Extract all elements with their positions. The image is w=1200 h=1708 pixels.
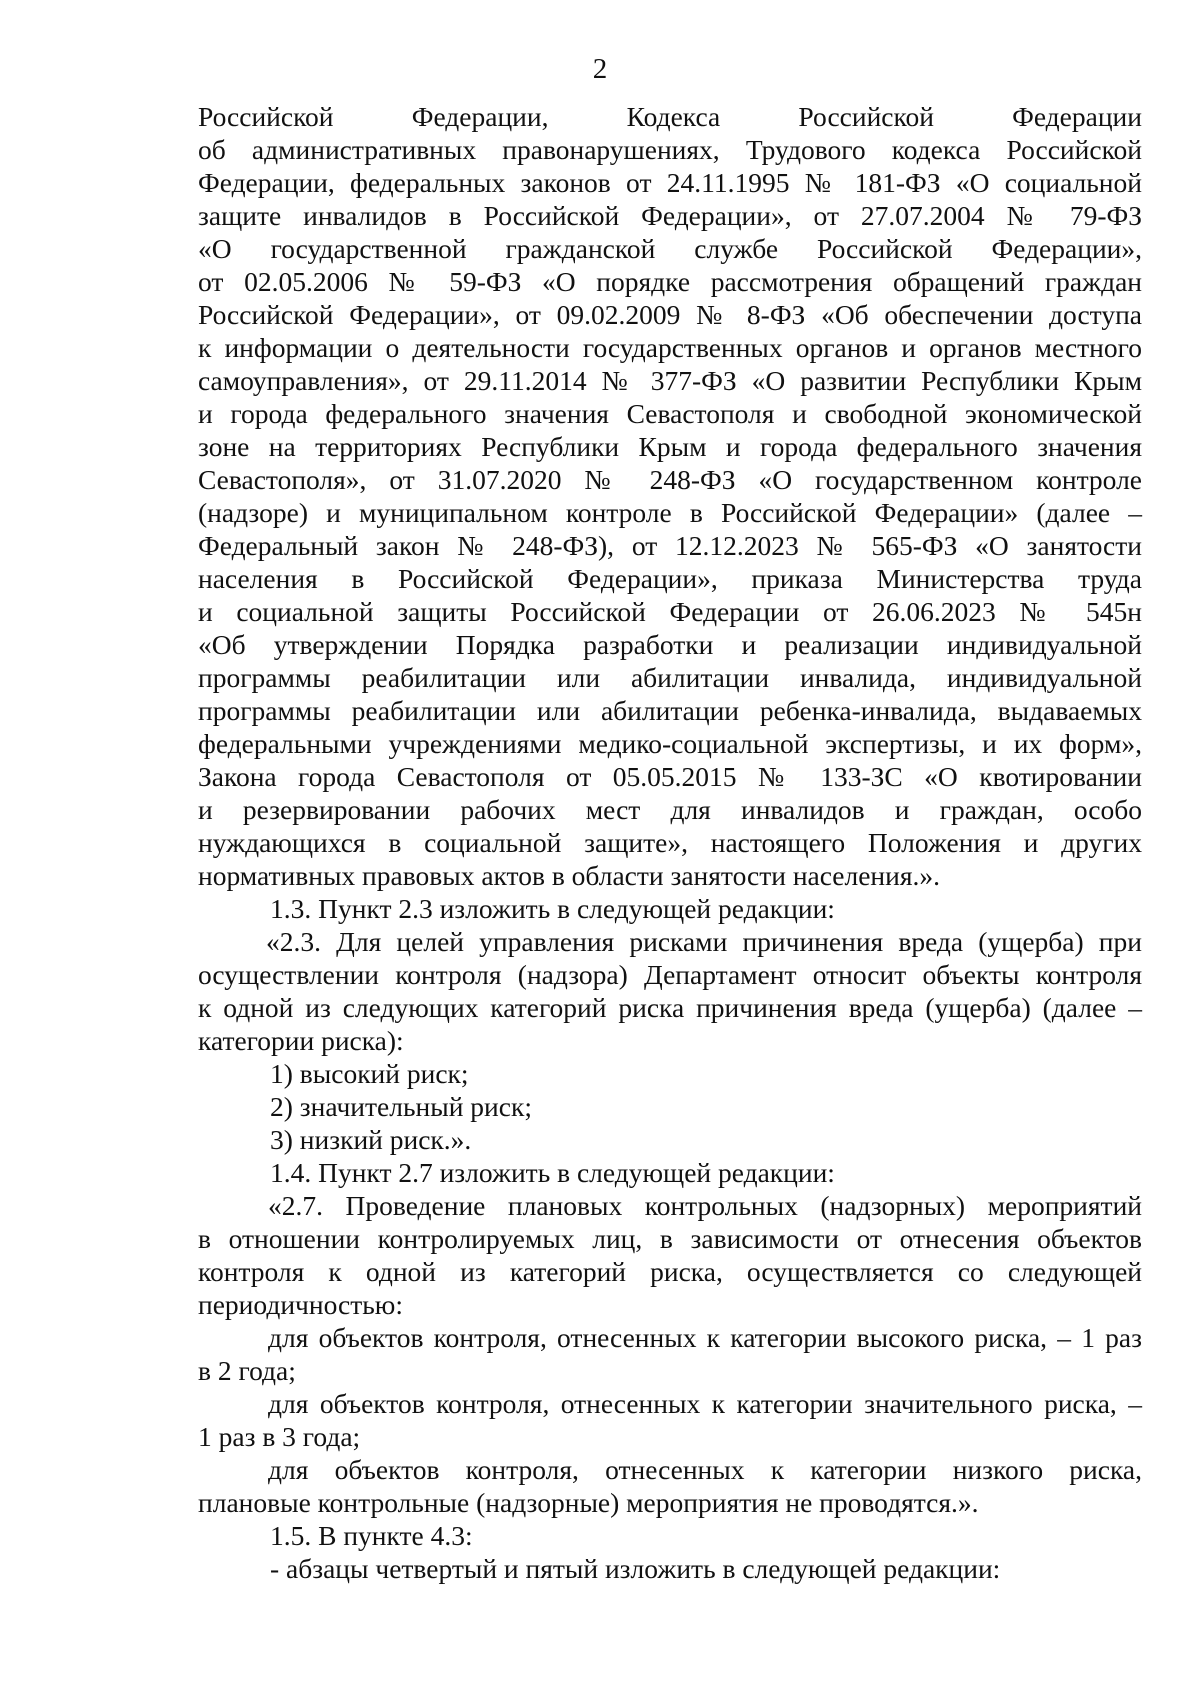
- text-line: периодичностью:: [198, 1289, 403, 1320]
- text-line: Российской Федерации, Кодекса Российской Федерации: [198, 101, 1142, 132]
- text-line: 2) значительный риск;: [270, 1091, 532, 1122]
- text-line: для объектов контроля, отнесенных к категории высокого риска, – 1 раз: [268, 1322, 1142, 1353]
- text-line: (надзоре) и муниципальном контроле в Российской Федерации» (далее –: [198, 497, 1142, 528]
- text-line: самоуправления», от 29.11.2014 № 377-ФЗ «О развитии Республики Крым: [198, 365, 1142, 396]
- text-line: от 02.05.2006 № 59-ФЗ «О порядке рассмотрения обращений граждан: [198, 266, 1142, 297]
- text-line: Севастополя», от 31.07.2020 № 248-ФЗ «О государственном контроле: [198, 464, 1142, 495]
- text-line: Федерации, федеральных законов от 24.11.1995 № 181-ФЗ «О социальной: [198, 167, 1142, 198]
- text-line: осуществлении контроля (надзора) Департамент относит объекты контроля: [198, 959, 1142, 990]
- text-line: программы реабилитации или абилитации ребенка-инвалида, выдаваемых: [198, 695, 1142, 726]
- text-line: 1) высокий риск;: [270, 1058, 469, 1089]
- text-line: 1.3. Пункт 2.3 изложить в следующей редакции:: [270, 893, 835, 924]
- text-line: федеральными учреждениями медико-социальной экспертизы, и их форм»,: [198, 728, 1142, 759]
- text-line: «Об утверждении Порядка разработки и реализации индивидуальной: [198, 629, 1142, 660]
- text-line: к одной из следующих категорий риска причинения вреда (ущерба) (далее –: [198, 992, 1142, 1023]
- text-line: контроля к одной из категорий риска, осуществляется со следующей: [198, 1256, 1142, 1287]
- text-line: «2.7. Проведение плановых контрольных (надзорных) мероприятий: [268, 1190, 1142, 1221]
- text-line: «О государственной гражданской службе Российской Федерации»,: [198, 233, 1142, 264]
- text-line: «2.3. Для целей управления рисками причинения вреда (ущерба) при: [266, 926, 1142, 957]
- text-line: в отношении контролируемых лиц, в зависимости от отнесения объектов: [198, 1223, 1142, 1254]
- page-number: 2: [592, 53, 608, 85]
- text-line: плановые контрольные (надзорные) мероприятия не проводятся.».: [198, 1487, 979, 1518]
- text-line: к информации о деятельности государственных органов и органов местного: [198, 332, 1142, 363]
- text-line: защите инвалидов в Российской Федерации», от 27.07.2004 № 79-ФЗ: [198, 200, 1142, 231]
- text-line: программы реабилитации или абилитации инвалида, индивидуальной: [198, 662, 1142, 693]
- text-line: 1.5. В пункте 4.3:: [270, 1520, 473, 1551]
- text-line: и города федерального значения Севастополя и свободной экономической: [198, 398, 1142, 429]
- document-body: [198, 100, 1142, 1585]
- text-line: и резервировании рабочих мест для инвалидов и граждан, особо: [198, 794, 1142, 825]
- text-line: зоне на территориях Республики Крым и города федерального значения: [198, 431, 1142, 462]
- text-line: населения в Российской Федерации», приказа Министерства труда: [198, 563, 1142, 594]
- text-line: в 2 года;: [198, 1355, 296, 1386]
- text-line: нуждающихся в социальной защите», настоящего Положения и других: [198, 827, 1142, 858]
- text-line: нормативных правовых актов в области занятости населения.».: [198, 860, 941, 891]
- text-line: Закона города Севастополя от 05.05.2015 № 133-ЗС «О квотировании: [198, 761, 1142, 792]
- text-line: Российской Федерации», от 09.02.2009 № 8-ФЗ «Об обеспечении доступа: [198, 299, 1142, 330]
- text-line: 3) низкий риск.».: [270, 1124, 472, 1155]
- text-line: для объектов контроля, отнесенных к категории низкого риска,: [268, 1454, 1142, 1485]
- text-line: Федеральный закон № 248-ФЗ), от 12.12.2023 № 565-ФЗ «О занятости: [198, 530, 1142, 561]
- text-line: и социальной защиты Российской Федерации от 26.06.2023 № 545н: [198, 596, 1142, 627]
- text-line: - абзацы четвертый и пятый изложить в следующей редакции:: [270, 1553, 1001, 1584]
- text-line: 1.4. Пункт 2.7 изложить в следующей редакции:: [270, 1157, 835, 1188]
- text-line: об административных правонарушениях, Трудового кодекса Российской: [198, 134, 1142, 165]
- text-line: для объектов контроля, отнесенных к категории значительного риска, –: [268, 1388, 1142, 1419]
- text-line: категории риска):: [198, 1025, 404, 1056]
- text-line: 1 раз в 3 года;: [198, 1421, 361, 1452]
